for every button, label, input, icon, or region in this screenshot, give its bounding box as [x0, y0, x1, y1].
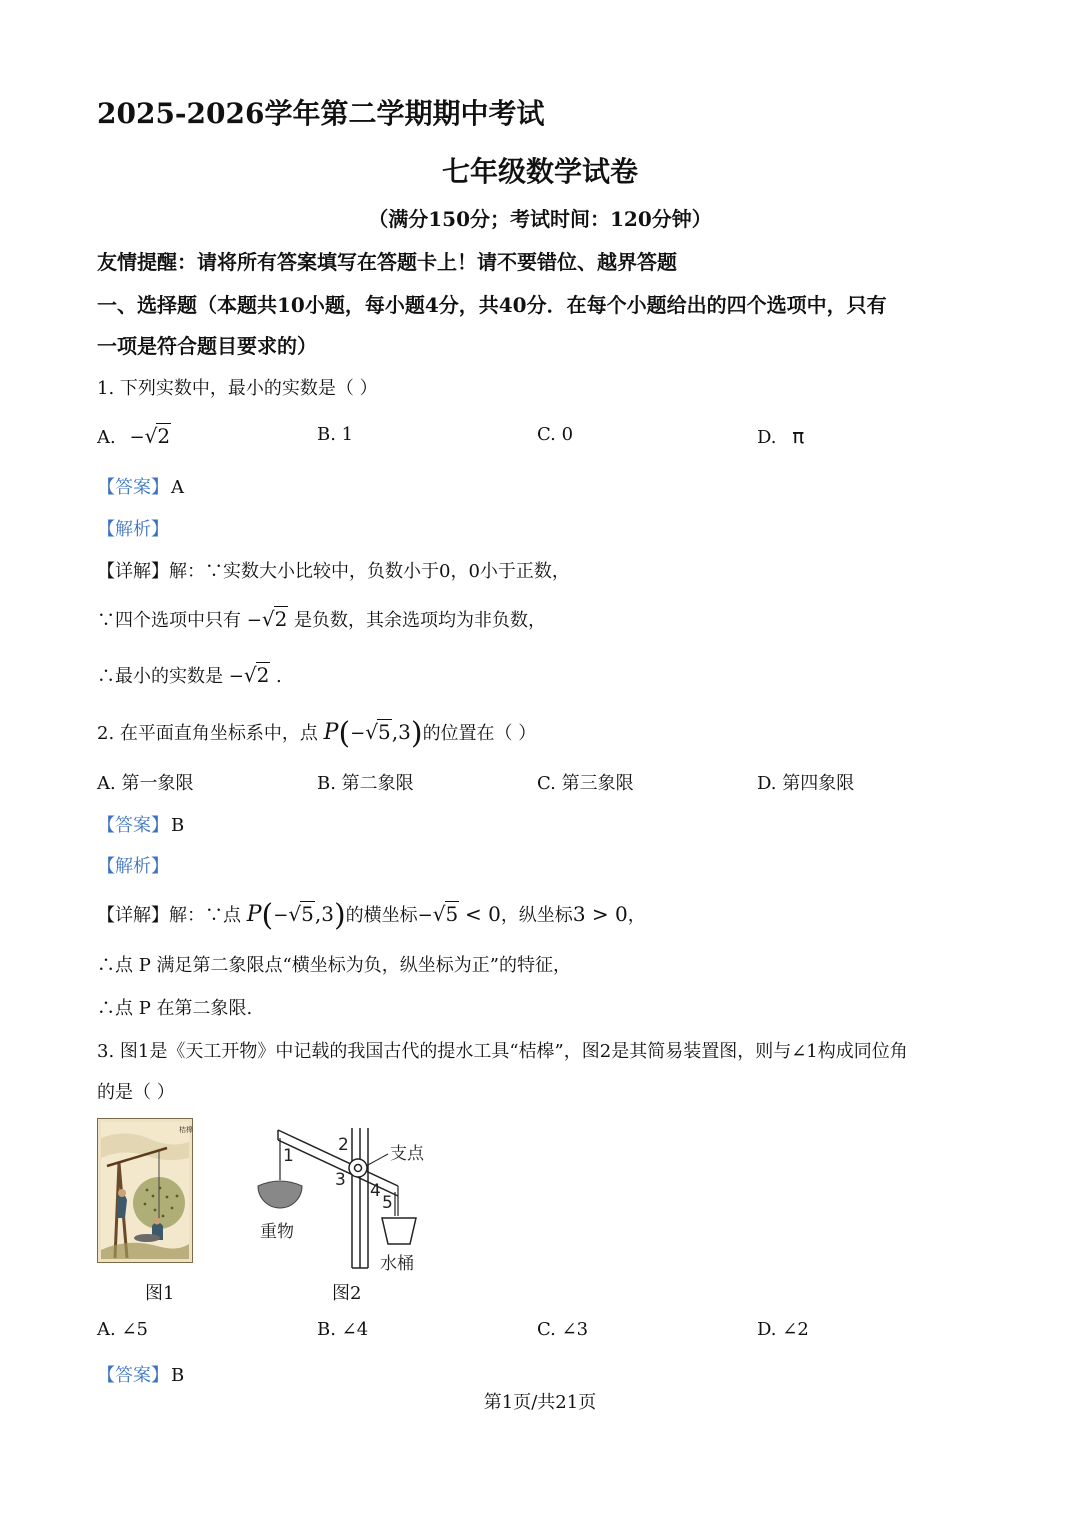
q1-detail-line2-minus: −	[246, 610, 262, 631]
q1-option-a	[97, 424, 171, 448]
q2-detail-end: ，	[627, 905, 646, 926]
exam-title: 2025-2026学年第二学期期中考试	[97, 97, 545, 130]
answer-tag: 【答案】	[97, 815, 169, 836]
q2-detail-line3: ∴点 P 在第二象限.	[97, 998, 253, 1019]
q2-stem	[97, 716, 536, 751]
paren-close-icon: )	[410, 716, 423, 751]
q3-option-c: C. ∠3	[537, 1319, 589, 1340]
q2-option-b: B. 第二象限	[317, 773, 414, 794]
q1-option-a-prefix: A.	[97, 427, 116, 448]
q1-detail-line3	[97, 662, 282, 688]
sqrt-icon: √	[243, 663, 257, 687]
sqrt-icon: √	[432, 902, 446, 926]
q2-detail-line2: ∴点 P 满足第二象限点“横坐标为负，纵坐标为正”的特征，	[97, 955, 571, 976]
q2-detail-minus2: −	[417, 905, 433, 926]
q2-detail-ineq2: 3 > 0	[572, 902, 628, 926]
pivot-inner	[355, 1165, 362, 1172]
page-footer: 第1页/共21页	[483, 1392, 597, 1413]
paren-close-icon: )	[333, 898, 346, 933]
pivot-pointer	[366, 1154, 388, 1166]
q2-detail-mid: 的横坐标	[345, 905, 418, 926]
q3-stem-line1: 3. 图1是《天工开物》中记载的我国古代的提水工具“桔槔”，图2是其简易装置图，则与∠1构成同位角	[97, 1041, 908, 1062]
q2-stem-pre: 2. 在平面直角坐标系中，点	[97, 723, 318, 744]
label-bucket: 水桶	[380, 1254, 414, 1274]
q2-coord-minus: −	[350, 723, 366, 744]
detail-tag: 【详解】	[97, 561, 169, 582]
q1-detail-line3-post: .	[276, 666, 282, 687]
q1-detail-line3-minus: −	[228, 666, 244, 687]
q1-detail-line3-pre: ∴最小的实数是	[97, 666, 223, 687]
q1-answer	[97, 473, 184, 499]
q2-detail-radicand: 5	[301, 902, 314, 926]
figure1-caption: 图1	[145, 1283, 175, 1304]
q2-option-d: D. 第四象限	[757, 773, 855, 794]
exam-subtitle: 七年级数学试卷	[441, 155, 638, 188]
q1-option-a-minus: −	[129, 427, 145, 448]
q2-analysis-tag: 【解析】	[97, 856, 169, 877]
sqrt-icon: √	[288, 902, 302, 926]
q2-option-a: A. 第一象限	[97, 773, 194, 794]
label-angle-4: 4	[370, 1181, 381, 1201]
q1-detail-line2-radicand: 2	[274, 607, 288, 631]
q2-detail-mid2: ，纵坐标	[500, 905, 573, 926]
q3-option-b: B. ∠4	[317, 1319, 369, 1340]
answer-tag: 【答案】	[97, 477, 169, 498]
q2-coord-radicand: 5	[378, 720, 391, 744]
q1-detail-line2	[97, 606, 546, 632]
section-heading-line2: 一项是符合题目要求的）	[97, 334, 317, 358]
q3-answer	[97, 1361, 184, 1387]
q1-option-b: B. 1	[317, 424, 354, 445]
reminder: 友情提醒：请将所有答案填写在答题卡上！请不要错位、越界答题	[97, 250, 677, 274]
q3-option-d: D. ∠2	[757, 1319, 809, 1340]
q2-detail-coord-rest: ,3	[314, 902, 334, 926]
q2-detail-minus: −	[273, 905, 289, 926]
q2-point-name: P	[323, 720, 339, 745]
q1-option-a-radicand: 2	[157, 424, 171, 448]
q1-detail-text: 解：∵实数大小比较中，负数小于0，0小于正数，	[169, 561, 570, 582]
label-pivot: 支点	[390, 1144, 424, 1164]
q1-detail-line1	[97, 557, 570, 583]
paren-open-icon: (	[261, 898, 274, 933]
q1-stem: 1. 下列实数中，最小的实数是（ ）	[97, 378, 378, 399]
label-angle-1: 1	[283, 1146, 294, 1166]
q2-detail-pre: 解：∵点	[169, 905, 241, 926]
sqrt-icon: √	[365, 720, 379, 744]
q2-detail-radicand2: 5	[445, 902, 459, 926]
q2-stem-post: 的位置在（ ）	[422, 723, 537, 744]
label-angle-2: 2	[338, 1135, 349, 1155]
figure2-caption: 图2	[332, 1283, 362, 1304]
q1-answer-value: A	[171, 477, 184, 498]
q2-answer	[97, 811, 184, 837]
q2-answer-value: B	[171, 815, 185, 836]
q2-detail-line1	[97, 898, 646, 933]
q3-stem-line2: 的是（ ）	[97, 1082, 175, 1103]
label-angle-3: 3	[335, 1170, 346, 1190]
q2-detail-point: P	[246, 902, 262, 927]
q1-detail-line2-post: 是负数，其余选项均为非负数，	[294, 610, 547, 631]
q1-option-d	[757, 424, 804, 448]
sqrt-icon: √	[144, 424, 158, 448]
paren-open-icon: (	[338, 716, 351, 751]
label-weight: 重物	[260, 1222, 294, 1242]
q1-option-d-prefix: D.	[757, 427, 777, 448]
q1-detail-line3-radicand: 2	[256, 663, 270, 687]
q1-option-c: C. 0	[537, 424, 574, 445]
q2-option-c: C. 第三象限	[537, 773, 634, 794]
sqrt-icon: √	[261, 607, 275, 631]
q3-answer-value: B	[171, 1365, 185, 1386]
q3-option-a: A. ∠5	[97, 1319, 148, 1340]
q2-coord-rest: ,3	[391, 720, 411, 744]
figure1-illustration	[97, 1118, 193, 1263]
bucket-shape	[382, 1218, 416, 1244]
section-heading-line1: 一、选择题（本题共10小题，每小题4分，共40分．在每个小题给出的四个选项中，只有	[97, 293, 887, 317]
q1-analysis-tag: 【解析】	[97, 519, 169, 540]
exam-info: （满分150分；考试时间：120分钟）	[368, 207, 712, 231]
figure2-diagram	[250, 1118, 450, 1278]
answer-tag: 【答案】	[97, 1365, 169, 1386]
label-angle-5: 5	[382, 1193, 393, 1213]
q1-option-d-pi: π	[792, 424, 805, 448]
weight-shape	[258, 1181, 302, 1208]
figure1-seal: 桔槔	[179, 1126, 193, 1134]
q2-detail-ineq: < 0	[464, 902, 501, 926]
detail-tag: 【详解】	[97, 905, 169, 926]
q1-detail-line2-pre: ∵四个选项中只有	[97, 610, 241, 631]
